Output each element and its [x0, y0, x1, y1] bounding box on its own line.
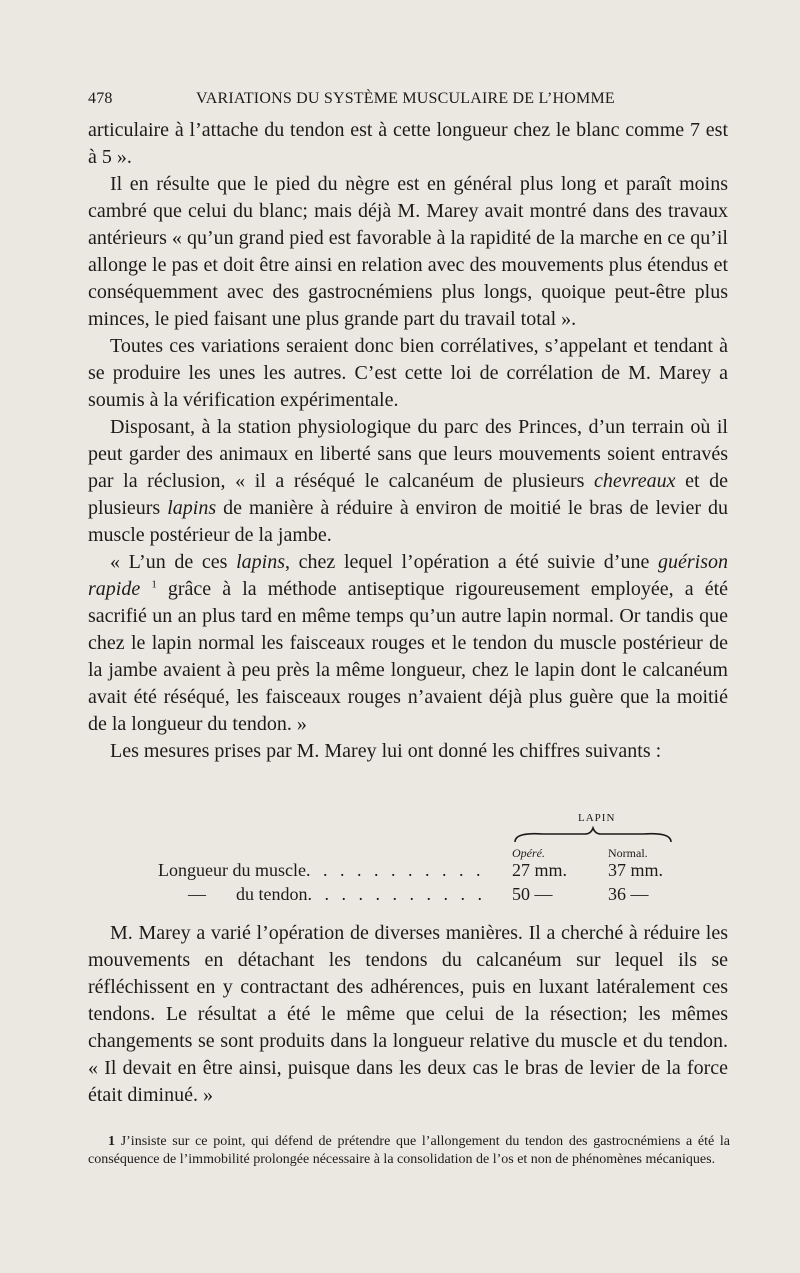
value-normal: 37 mm.: [608, 860, 664, 880]
column-header-operated: Opéré.: [512, 846, 545, 860]
footnote-body: J’insiste sur ce point, qui défend de prétendre que l’allongement du tendon des gastrocnémiens a été la conséquence de l’immobilité prolongée nécessaire à la consolidation de l’os et non de phénomènes mécaniques.: [88, 1134, 730, 1167]
paragraph: [88, 414, 728, 549]
italic-term: lapins: [236, 551, 285, 573]
column-header-normal: Normal.: [608, 846, 648, 860]
text-run: grâce à la méthode antiseptique rigoureusement employée, a été sacrifié un an plus tard en même temps qu’un autre lapin normal. Or tandis que chez le lapin normal les faisceaux rouges et le tendon du muscle postérieur de la jambe avaient à peu près la même longueur, chez le lapin dont le calcanéum avait été réséqué, les faisceaux rouges n’avaient déjà plus guère que la moitié de la longueur du tendon. »: [88, 578, 729, 735]
footnote: [88, 1133, 730, 1169]
row-label: du tendon: [236, 884, 308, 904]
running-title: VARIATIONS DU SYSTÈME MUSCULAIRE DE L’HOMME: [196, 90, 615, 107]
row-label: Longueur du muscle: [158, 860, 306, 880]
ditto-dash: —: [188, 884, 206, 904]
italic-term: guérison rapide: [88, 551, 728, 600]
value-operated: 27 mm.: [512, 860, 568, 880]
text-run: , chez lequel l’opération a été suivie d’une: [285, 551, 658, 573]
body-text-continued: [88, 920, 728, 1109]
text-run: Disposant, à la station physiologique du parc des Princes, d’un terrain où il peut garder des animaux en liberté sans que leurs mouvements soient entravés par la réclusion, « il a réséqué le calcanéum de plusieurs: [88, 416, 728, 492]
footnote-mark: 1: [108, 1134, 115, 1149]
italic-term: lapins: [167, 497, 217, 519]
footnote-text: [88, 1133, 730, 1169]
page-number: 478: [88, 90, 113, 107]
text-run: de manière à réduire à environ de moitié le bras de levier du muscle postérieur de la jambe.: [88, 497, 728, 546]
table-row: [158, 860, 664, 881]
dot-leader: . . . . . . . . . . .: [305, 860, 485, 880]
paragraph: Les mesures prises par M. Marey lui ont donné les chiffres suivants :: [110, 740, 662, 762]
measurement-table: [158, 812, 678, 902]
footnote-ref[interactable]: 1: [151, 578, 157, 591]
value-operated: 50 —: [512, 884, 553, 904]
italic-term: chevreaux: [594, 470, 676, 492]
paragraph: M. Marey a varié l’opération de diverses manières. Il a cherché à réduire les mouvements en détachant les tendons du calcanéum sur lequel ils se réfléchissent en y contractant des adhérences, puis en luxant latéralement ces tendons. Le résultat a été le même que celui de la résection; les mêmes changements se sont produits dans la longueur relative du muscle et du tendon. « Il devait en être ainsi, puisque dans les deux cas le bras de levier de la force était diminué. »: [88, 922, 728, 1106]
paragraph: Toutes ces variations seraient donc bien corrélatives, s’appelant et tendant à se produire les unes les autres. C’est cette loi de corrélation de M. Marey a soumis à la vérification expérimentale.: [88, 335, 728, 411]
running-header: [88, 90, 728, 112]
value-normal: 36 —: [608, 884, 649, 904]
paragraph: [88, 549, 728, 738]
paragraph: Il en résulte que le pied du nègre est en général plus long et paraît moins cambré que celui du blanc; mais déjà M. Marey avait montré dans des travaux antérieurs « qu’un grand pied est favorable à la rapidité de la marche en ce qu’il allonge le pas et doit être ainsi en relation avec des mouvements plus étendus et conséquemment avec des gastrocnémiens plus longs, quoique peut-être plus minces, le pied faisant une plus grande part du travail total ».: [88, 173, 728, 330]
dot-leader: . . . . . . . . . . .: [307, 884, 486, 904]
text-run: et de plusieurs: [88, 470, 729, 519]
text-run: « L’un de ces: [110, 551, 237, 573]
table-group-label: LAPIN: [578, 812, 616, 824]
brace-icon: [513, 826, 673, 844]
body-text: [88, 117, 728, 765]
paragraph: articulaire à l’attache du tendon est à cette longueur chez le blanc comme 7 est à 5 ».: [88, 119, 728, 168]
table-row: [158, 884, 649, 905]
